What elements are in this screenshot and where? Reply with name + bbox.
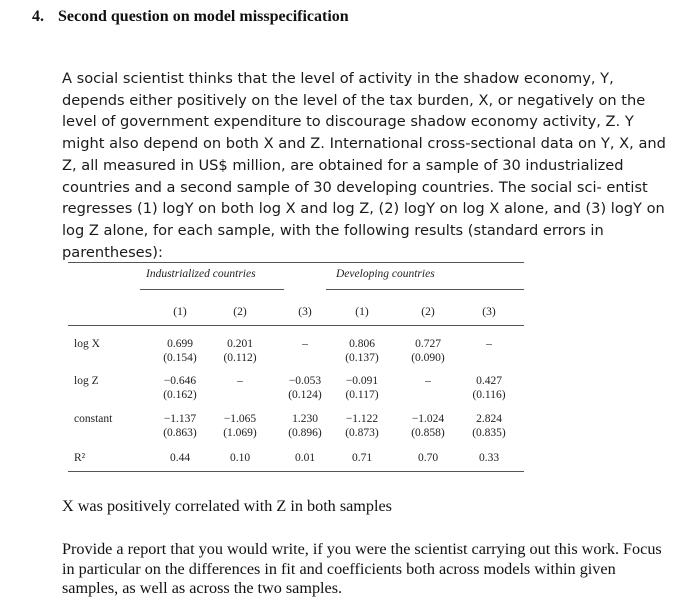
- coefficient: 0.427: [476, 375, 502, 387]
- r-squared-value: 0.01: [294, 452, 316, 464]
- coefficient: –: [302, 338, 308, 350]
- standard-error: (0.863): [163, 427, 197, 439]
- standard-error: (0.137): [345, 352, 379, 364]
- standard-error: (0.112): [223, 352, 257, 364]
- standard-error: (0.090): [411, 352, 445, 364]
- standard-error: (0.162): [163, 389, 197, 401]
- coefficient: −0.053: [288, 375, 322, 387]
- group-underline-industrialized: [140, 289, 284, 290]
- row-label-log-z: log Z: [74, 375, 99, 387]
- group-label-industrialized: Industrialized countries: [146, 268, 256, 280]
- column-header: (2): [233, 306, 247, 318]
- coefficient: −1.137: [163, 413, 197, 425]
- coefficient: 0.727: [415, 338, 441, 350]
- coefficient: –: [237, 375, 243, 387]
- coefficient: 0.806: [349, 338, 375, 350]
- coefficient: −1.024: [411, 413, 445, 425]
- standard-error: (0.154): [163, 352, 197, 364]
- coefficient: −1.065: [223, 413, 257, 425]
- row-label-log-x: log X: [74, 338, 100, 350]
- coefficient: 0.699: [167, 338, 193, 350]
- coefficient: 2.824: [476, 413, 502, 425]
- r-squared-value: 0.44: [169, 452, 191, 464]
- standard-error: (0.116): [472, 389, 506, 401]
- row-label-constant: constant: [74, 413, 113, 425]
- r-squared-value: 0.71: [351, 452, 373, 464]
- correlation-note: X was positively correlated with Z in both samples: [62, 497, 392, 515]
- column-header: (1): [173, 306, 187, 318]
- row-label-r-squared: R²: [74, 452, 86, 464]
- header-bottom-rule: [68, 325, 524, 326]
- coefficient: 0.201: [227, 338, 253, 350]
- task-paragraph: Provide a report that you would write, if you were the scientist carrying out this work. Focus in particular on the differences in fit and coefficients both across models within given samples, as well as across the two samples.: [62, 540, 662, 597]
- group-underline-developing: [326, 289, 524, 290]
- question-heading: [32, 8, 349, 26]
- results-table: [68, 262, 524, 472]
- r-squared-value: 0.33: [478, 452, 500, 464]
- intro-paragraph: A social scientist thinks that the level of activity in the shadow economy, Y, depends either positively on the level of the tax burden, X, or negatively on the level of government expenditure to discourage shadow economy activity, Z. Y might also depend on both X and Z. International cross-sectional data on Y, X, and Z, all measured in US$ million, are obtained for a sample of 30 industrialized countries and a second sample of 30 developing countries. The social sci- entist regresses (1) logY on both log X and log Z, (2) logY on log X alone, and (3) logY on log Z alone, for each sample, with the following results (standard errors in parentheses):: [62, 70, 666, 261]
- standard-error: (0.124): [288, 389, 322, 401]
- question-title: Second question on model misspecification: [58, 8, 349, 25]
- r-squared-value: 0.70: [417, 452, 439, 464]
- column-header: (3): [298, 306, 312, 318]
- table-bottom-rule: [68, 471, 524, 472]
- column-header: (1): [355, 306, 369, 318]
- coefficient: −1.122: [345, 413, 379, 425]
- coefficient: −0.091: [345, 375, 379, 387]
- r-squared-value: 0.10: [229, 452, 251, 464]
- standard-error: (0.896): [288, 427, 322, 439]
- standard-error: (0.873): [345, 427, 379, 439]
- table-top-rule: [68, 262, 524, 263]
- standard-error: (0.835): [472, 427, 506, 439]
- coefficient: −0.646: [163, 375, 197, 387]
- column-header: (2): [421, 306, 435, 318]
- coefficient: –: [425, 375, 431, 387]
- standard-error: (1.069): [223, 427, 257, 439]
- standard-error: (0.117): [345, 389, 379, 401]
- column-header: (3): [482, 306, 496, 318]
- group-label-developing: Developing countries: [336, 268, 435, 280]
- coefficient: –: [486, 338, 492, 350]
- question-number: 4.: [32, 8, 44, 25]
- coefficient: 1.230: [292, 413, 318, 425]
- standard-error: (0.858): [411, 427, 445, 439]
